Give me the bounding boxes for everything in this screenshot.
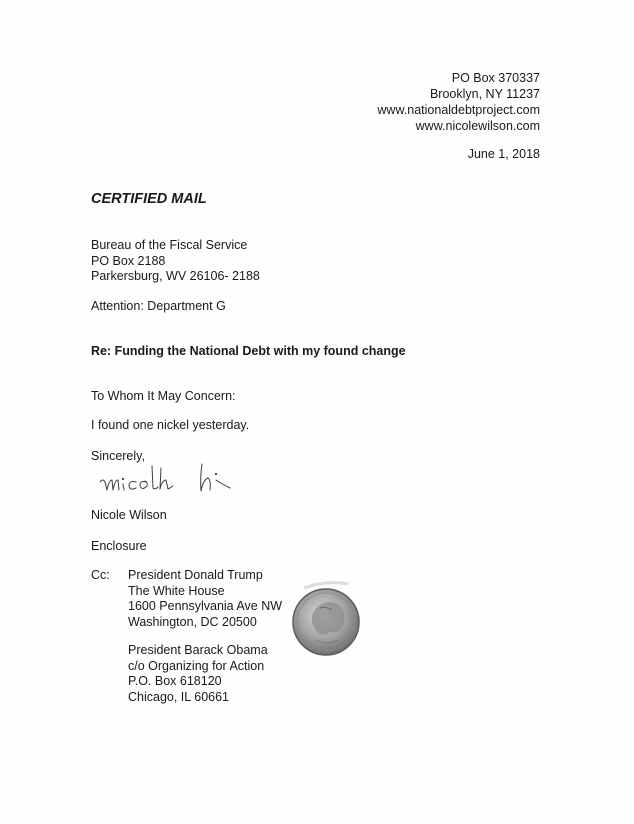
- cc-line: Washington, DC 20500: [128, 614, 257, 629]
- closing: Sincerely,: [91, 449, 145, 463]
- cc-line: P.O. Box 618120: [128, 674, 222, 688]
- salutation: To Whom It May Concern:: [91, 389, 236, 403]
- signature-image: [98, 458, 258, 506]
- cc-recipient-trump: [128, 568, 282, 630]
- cc-line: 1600 Pennsylvania Ave NW: [128, 599, 283, 613]
- recipient-po-box: PO Box 2188: [91, 253, 166, 268]
- cc-line: The White House: [128, 583, 225, 598]
- sender-city: Brooklyn, NY 11237: [429, 87, 540, 101]
- cc-line: President Donald Trump: [128, 568, 263, 582]
- signer-name: Nicole Wilson: [91, 508, 167, 522]
- sender-po-box: PO Box 370337: [451, 71, 540, 85]
- cc-line: c/o Organizing for Action: [128, 658, 265, 673]
- certified-mail-heading: CERTIFIED MAIL: [91, 191, 207, 207]
- letter-date: June 1, 2018: [467, 147, 540, 161]
- enclosure-note: Enclosure: [91, 539, 147, 553]
- sender-website-personal: www.nicolewilson.com: [415, 119, 540, 133]
- cc-line: Chicago, IL 60661: [128, 689, 230, 704]
- subject-line: Re: Funding the National Debt with my found change: [91, 344, 406, 358]
- sender-website-project: www.nationaldebtproject.com: [377, 103, 540, 117]
- attention-line: Attention: Department G: [91, 299, 226, 313]
- cc-label: Cc:: [91, 568, 110, 582]
- cc-line: President Barack Obama: [128, 643, 268, 657]
- cc-recipient-obama: [128, 643, 268, 705]
- letter-body: I found one nickel yesterday.: [91, 418, 250, 432]
- nickel-icon: [286, 578, 366, 658]
- recipient-address: [91, 238, 260, 285]
- recipient-city: Parkersburg, WV 26106- 2188: [91, 269, 260, 283]
- sender-address: [377, 70, 540, 134]
- recipient-name: Bureau of the Fiscal Service: [91, 238, 248, 252]
